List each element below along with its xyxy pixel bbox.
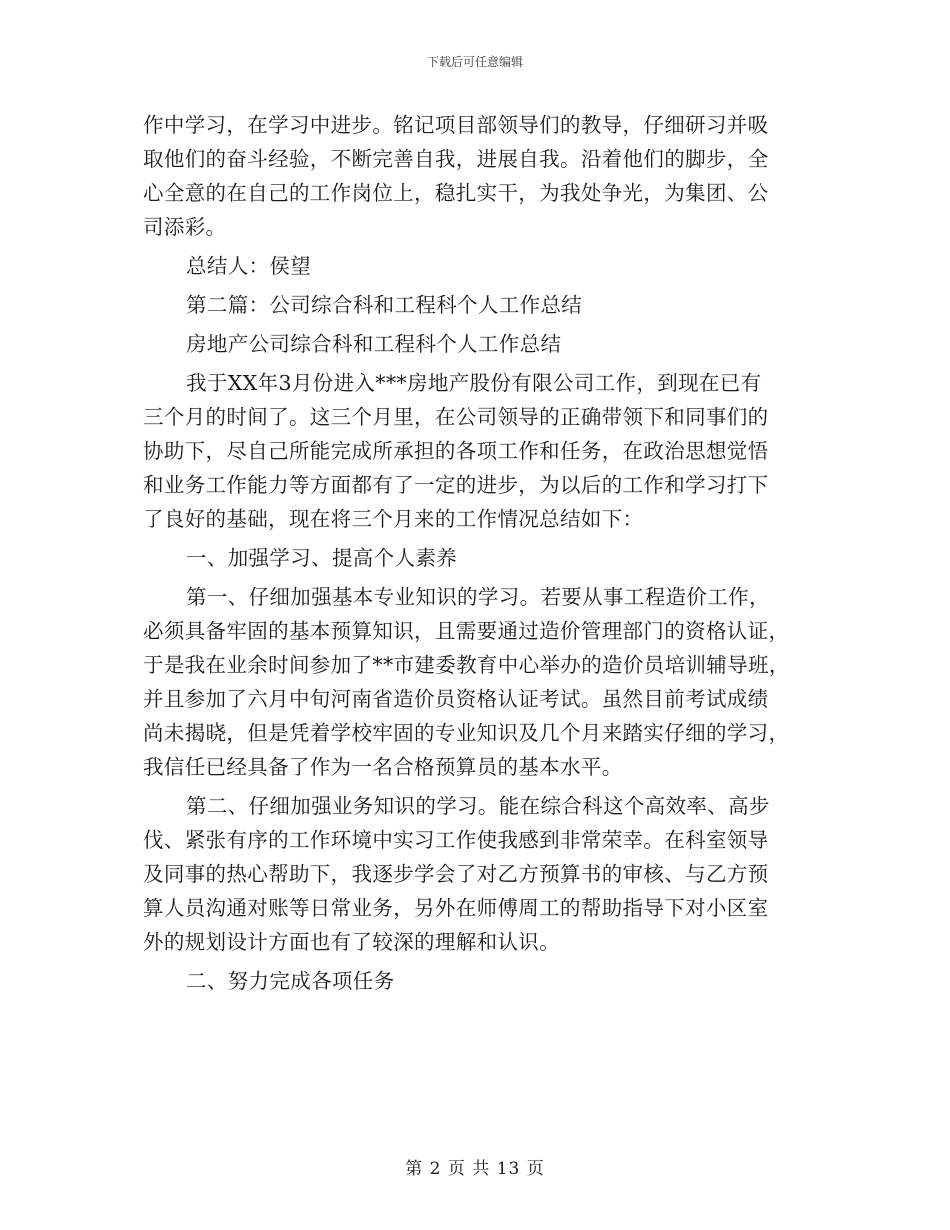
paragraph-continuation <box>143 108 808 244</box>
text-line: 三个月的时间了。这三个月里，在公司领导的正确带领下和同事们的 <box>143 405 769 429</box>
signature-line: 总结人：侯望 <box>186 254 312 278</box>
text-line: 心全意的在自己的工作岗位上，稳扎实干，为我处争光，为集团、公 <box>143 181 769 205</box>
text-line: 第二、仔细加强业务知识的学习。能在综合科这个高效率、高步 <box>186 794 770 818</box>
text-line: 第一、仔细加强基本专业知识的学习。若要从事工程造价工作， <box>186 585 770 609</box>
section-heading-1: 一、加强学习、提高个人素养 <box>186 546 458 570</box>
section-heading-2: 二、努力完成各项任务 <box>186 969 395 993</box>
text-line: 取他们的奋斗经验，不断完善自我，进展自我。沿着他们的脚步，全 <box>143 147 769 171</box>
text-line: 及同事的热心帮助下，我逐步学会了对乙方预算书的审核、与乙方预 <box>143 862 769 886</box>
text-line: 司添彩。 <box>143 215 227 239</box>
document-body <box>143 108 808 998</box>
text-line: 我于XX年3月份进入***房地产股份有限公司工作，到现在已有 <box>186 371 762 395</box>
text-line: 作中学习，在学习中进步。铭记项目部领导们的教导，仔细研习并吸 <box>143 113 769 137</box>
paragraph-study-business <box>143 789 808 959</box>
page-header: 下载后可任意编辑 <box>426 55 523 69</box>
text-line: 伐、紧张有序的工作环境中实习工作使我感到非常荣幸。在科室领导 <box>143 828 769 852</box>
text-line: 我信任已经具备了作为一名合格预算员的基本水平。 <box>143 755 623 779</box>
paragraph-intro <box>143 366 808 536</box>
text-line: 外的规划设计方面也有了较深的理解和认识。 <box>143 930 560 954</box>
text-line: 于是我在业余时间参加了**市建委教育中心举办的造价员培训辅导班， <box>143 653 790 677</box>
text-line: 协助下，尽自己所能完成所承担的各项工作和任务，在政治思想觉悟 <box>143 439 769 463</box>
text-line: 尚未揭晓，但是凭着学校牢固的专业知识及几个月来踏实仔细的学习， <box>143 721 790 745</box>
text-line: 必须具备牢固的基本预算知识，且需要通过造价管理部门的资格认证， <box>143 619 790 643</box>
document-title: 房地产公司综合科和工程科个人工作总结 <box>186 332 562 356</box>
text-line: 算人员沟通对账等日常业务，另外在师傅周工的帮助指导下对小区室 <box>143 896 769 920</box>
text-line: 和业务工作能力等方面都有了一定的进步，为以后的工作和学习打下 <box>143 473 769 497</box>
page-number: 第 2 页 共 13 页 <box>405 1159 545 1179</box>
text-line: 并且参加了六月中旬河南省造价员资格认证考试。虽然目前考试成绩 <box>143 687 769 711</box>
chapter-title: 第二篇：公司综合科和工程科个人工作总结 <box>186 293 583 317</box>
paragraph-study-basics <box>143 580 808 784</box>
text-line: 了良好的基础，现在将三个月来的工作情况总结如下： <box>143 507 644 531</box>
